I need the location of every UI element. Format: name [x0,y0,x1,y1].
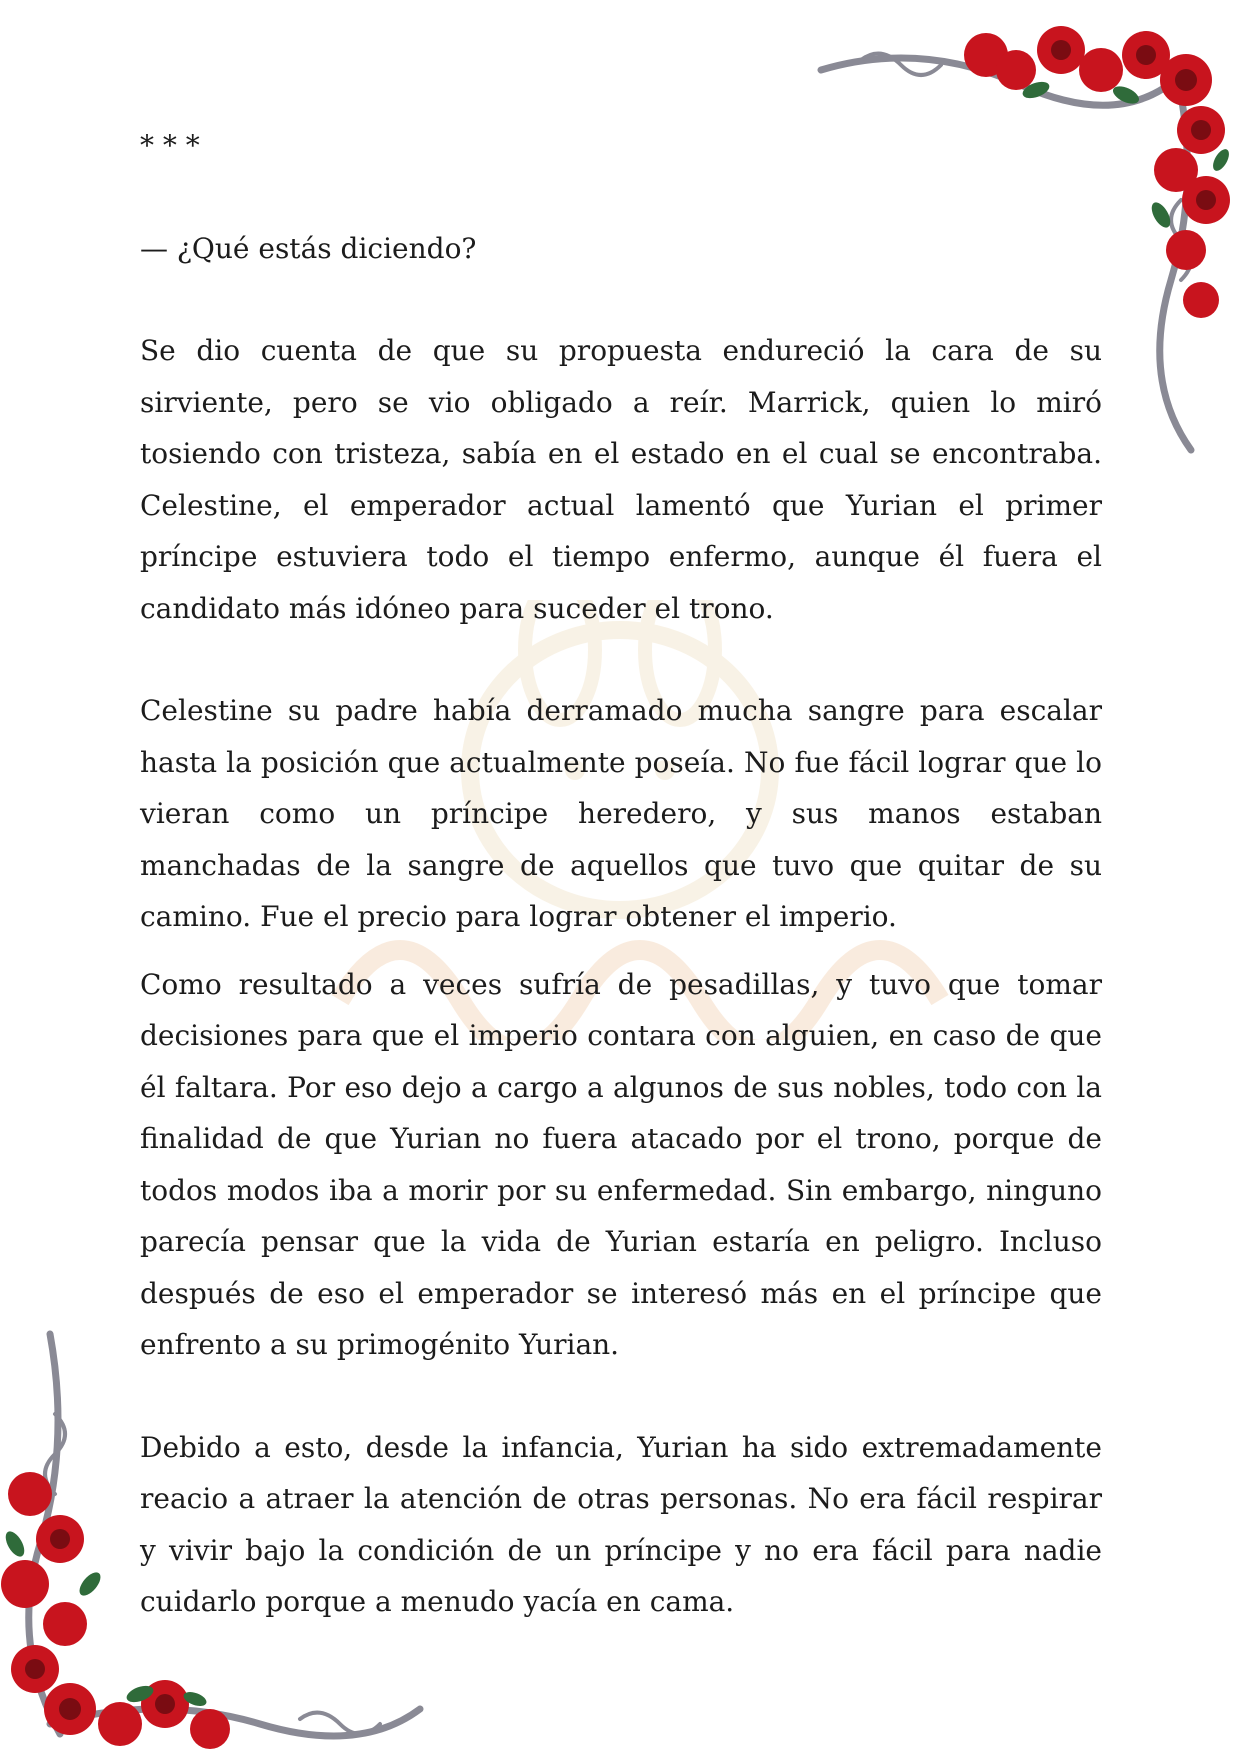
paragraph: Se dio cuenta de que su propuesta endureció la cara de su sirviente, pero se vio obligado a reír. Marrick, quien lo miró tosiendo con tristeza, sabía en el estado en el cual se encontraba. Celestine, el emperador actual lamentó que Yurian el primer príncipe estuviera todo el tiempo enfermo, aunque él fuera el candidato más idóneo para suceder el trono. [140,334,1102,625]
paragraph-dialogue: — ¿Qué estás diciendo? [140,231,477,265]
paragraph: Celestine su padre había derramado mucha sangre para escalar hasta la posición que actualmente poseía. No fue fácil lograr que lo vieran como un príncipe heredero, y sus manos estaban manchadas de la sangre de aquellos que tuvo que quitar de su camino. Fue el precio para lograr obtener el imperio. [140,694,1102,933]
scene-separator: * * * [140,129,200,162]
paragraph: Debido a esto, desde la infancia, Yurian ha sido extremadamente reacio a atraer la atención de otras personas. No era fácil respirar y vivir bajo la condición de un príncipe y no era fácil para nadie cuidarlo porque a menudo yacía en cama. [140,1430,1102,1618]
paragraph: Como resultado a veces sufría de pesadillas, y tuvo que tomar decisiones para que el imperio contara con alguien, en caso de que él faltara. Por eso dejo a cargo a algunos de sus nobles, todo con la finalidad de que Yurian no fuera atacado por el trono, porque de todos modos iba a morir por su enfermedad. Sin embargo, ninguno parecía pensar que la vida de Yurian estaría en peligro. Incluso después de eso el emperador se interesó más en el príncipe que enfrento a su primogénito Yurian. [140,967,1102,1361]
text-column [140,120,1102,1628]
